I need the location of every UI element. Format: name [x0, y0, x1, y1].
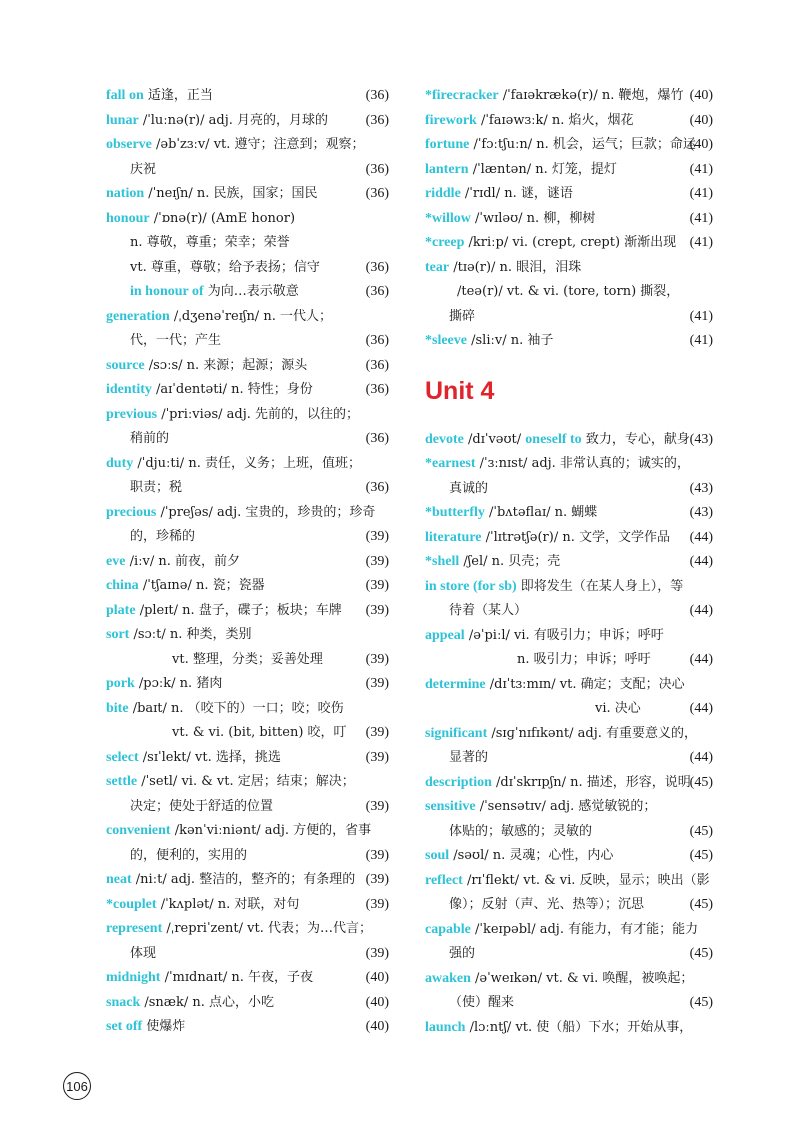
- glossary-line: [106, 109, 389, 134]
- headword: capable: [425, 921, 471, 937]
- definition: /ˈsensətɪv/ adj. 感觉敏锐的；: [475, 799, 657, 814]
- definition: 决定；使处于舒适的位置: [130, 798, 274, 814]
- headword: significant: [425, 725, 488, 741]
- definition: /ˈneɪʃn/ n. 民族，国家；国民: [144, 186, 318, 201]
- definition: /ˈkʌplət/ n. 对联，对句: [156, 896, 300, 912]
- page-reference: (44): [689, 529, 713, 545]
- headword: fortune: [425, 137, 470, 152]
- glossary-line: [425, 109, 713, 134]
- definition: /ˈtʃaɪnə/ n. 瓷；瓷器: [138, 578, 265, 593]
- glossary-line: [106, 550, 389, 575]
- headword: in honour of: [130, 284, 204, 299]
- glossary-line: [425, 599, 713, 624]
- definition: vt. 整理，分类；妥善处理: [172, 651, 323, 667]
- glossary-line: [425, 452, 713, 477]
- glossary-line: [106, 476, 389, 501]
- glossary-line: [106, 942, 389, 967]
- glossary-line: [106, 623, 389, 648]
- definition: 撕碎: [449, 308, 476, 324]
- page-reference: (39): [365, 896, 389, 912]
- headword: reflect: [425, 872, 463, 888]
- glossary-line: [106, 133, 389, 158]
- headword: tear: [425, 259, 450, 275]
- glossary-line: [106, 354, 389, 379]
- definition: /ˈlɪtrətʃə(r)/ n. 文学，文学作品: [481, 529, 670, 545]
- headword: firecracker: [432, 88, 499, 103]
- definition: 庆祝: [130, 161, 157, 177]
- page-reference: (45): [689, 823, 713, 839]
- page-reference: (39): [365, 553, 389, 569]
- glossary-line: [425, 722, 713, 747]
- glossary-line: [425, 428, 713, 453]
- headword: oneself to: [525, 431, 582, 447]
- definition: n. 吸引力；申诉；呼吁: [517, 652, 651, 667]
- headword: literature: [425, 529, 482, 545]
- page-reference: (45): [689, 995, 713, 1010]
- glossary-line: [106, 84, 389, 109]
- headword: sleeve: [432, 333, 467, 348]
- definition: /ˈmɪdnaɪt/ n. 午夜，子夜: [160, 970, 314, 985]
- glossary-line: [106, 280, 389, 305]
- entry-star: *: [425, 456, 432, 471]
- glossary-line: [425, 942, 713, 967]
- page-reference: (36): [365, 357, 389, 373]
- glossary-line: [425, 869, 713, 894]
- headword: lunar: [106, 112, 139, 128]
- page-reference: (36): [365, 382, 389, 397]
- page-reference: (40): [689, 88, 713, 103]
- definition: /kənˈviːniənt/ adj. 方便的，省事: [170, 823, 372, 838]
- glossary-line: [425, 231, 713, 256]
- definition: 稍前的: [130, 431, 170, 446]
- glossary-line: [106, 770, 389, 795]
- glossary-line: [106, 648, 389, 673]
- glossary-line: [106, 1015, 389, 1040]
- page-reference: (36): [365, 480, 389, 495]
- definition: /sɔːs/ n. 来源；起源；源头: [144, 357, 308, 373]
- headword: honour: [106, 210, 150, 226]
- definition: 为向…表示敬意: [203, 284, 299, 299]
- headword: soul: [425, 848, 450, 863]
- headword: in store (for sb): [425, 578, 517, 594]
- glossary-line: [106, 403, 389, 428]
- page-number-badge: 106: [63, 1072, 91, 1100]
- glossary-line: [425, 256, 713, 281]
- definition: /ˈfaɪəwɜːk/ n. 焰火，烟花: [476, 112, 634, 128]
- headword: couplet: [113, 896, 157, 912]
- page-reference: (43): [689, 431, 713, 447]
- glossary-line: [106, 207, 389, 232]
- glossary-line: [425, 820, 713, 845]
- page-reference: (41): [689, 308, 713, 324]
- glossary-line: [106, 991, 389, 1016]
- page-reference: (39): [365, 872, 389, 887]
- headword: sort: [106, 627, 130, 642]
- glossary-line: [425, 918, 713, 943]
- definition: /ˈluːnə(r)/ adj. 月亮的，月球的: [138, 112, 328, 128]
- glossary-right-column: [425, 84, 713, 1040]
- page-reference: (41): [689, 186, 713, 201]
- headword: eve: [106, 553, 126, 569]
- definition: 使爆炸: [142, 1019, 186, 1034]
- entry-star: *: [425, 235, 432, 250]
- definition: 的，珍稀的: [130, 529, 196, 544]
- glossary-line: [425, 280, 713, 305]
- definition: /əˈpiːl/ vi. 有吸引力；申诉；呼吁: [464, 627, 664, 643]
- glossary-line: [425, 501, 713, 526]
- page-reference: (45): [689, 946, 713, 961]
- definition: /aɪˈdentəti/ n. 特性；身份: [151, 382, 313, 397]
- page-reference: (40): [365, 970, 389, 985]
- headword: neat: [106, 872, 132, 887]
- definition: /snæk/ n. 点心，小吃: [140, 994, 275, 1010]
- page-reference: (45): [689, 774, 713, 790]
- page-reference: (39): [365, 749, 389, 765]
- headword: description: [425, 774, 492, 790]
- page-reference: (44): [689, 554, 713, 569]
- definition: /niːt/ adj. 整洁的，整齐的；有条理的: [131, 872, 356, 887]
- page-reference: (39): [365, 798, 389, 814]
- page-reference: (43): [689, 505, 713, 520]
- page-reference: (44): [689, 750, 713, 765]
- glossary-right-top: [425, 84, 713, 354]
- glossary-line: [106, 721, 389, 746]
- page-reference: (36): [365, 284, 389, 299]
- headword: convenient: [106, 823, 171, 838]
- headword: china: [106, 578, 139, 593]
- definition: 代，一代；产生: [130, 333, 222, 348]
- page-reference: (41): [689, 235, 713, 250]
- page-reference: (39): [365, 651, 389, 667]
- glossary-line: [106, 697, 389, 722]
- definition: 致力，专心，献身: [581, 431, 690, 447]
- page-reference: (45): [689, 897, 713, 912]
- glossary-line: [106, 158, 389, 183]
- definition: 职责；税: [130, 480, 183, 495]
- definition: vi. 决心: [595, 701, 641, 716]
- headword: previous: [106, 406, 158, 422]
- glossary-line: [425, 795, 713, 820]
- headword: lantern: [425, 161, 469, 177]
- definition: /pleɪt/ n. 盘子，碟子；板块；车牌: [135, 602, 342, 618]
- glossary-line: [425, 526, 713, 551]
- definition: /sɔːt/ n. 种类，类别: [129, 627, 252, 642]
- definition: /ˈfaɪəkrækə(r)/ n. 鞭炮，爆竹: [498, 88, 684, 103]
- definition: /tɪə(r)/ n. 眼泪，泪珠: [449, 259, 582, 275]
- headword: bite: [106, 700, 129, 716]
- headword: settle: [106, 774, 138, 789]
- entry-star: *: [425, 210, 432, 226]
- page-reference: (40): [689, 112, 713, 128]
- glossary-line: [106, 917, 389, 942]
- definition: /dɪˈtɜːmɪn/ vt. 确定；支配；决心: [485, 676, 685, 692]
- glossary-line: [106, 574, 389, 599]
- page-reference: (36): [365, 259, 389, 275]
- definition: 强的: [449, 946, 476, 961]
- headword: determine: [425, 676, 486, 692]
- glossary-line: [106, 868, 389, 893]
- headword: observe: [106, 137, 152, 152]
- definition: /əˈweɪkən/ vt. & vi. 唤醒，被唤起；: [470, 970, 694, 986]
- glossary-line: [425, 648, 713, 673]
- definition: /ˈkeɪpəbl/ adj. 有能力，有才能；能力: [470, 921, 699, 937]
- glossary-line: [425, 1016, 713, 1041]
- glossary-line: [425, 182, 713, 207]
- definition: 显著的: [449, 750, 489, 765]
- definition: 体现: [130, 945, 157, 961]
- definition: /sɪɡˈnɪfɪkənt/ adj. 有重要意义的，: [487, 725, 698, 741]
- glossary-line: [425, 991, 713, 1016]
- unit-heading: Unit 4: [425, 376, 495, 405]
- glossary-line: [106, 231, 389, 256]
- headword: awaken: [425, 970, 471, 986]
- page-reference: (44): [689, 652, 713, 667]
- headword: firework: [425, 112, 477, 128]
- headword: devote: [425, 431, 464, 447]
- glossary-right-bottom: [425, 428, 713, 1041]
- entry-star: *: [106, 896, 113, 912]
- headword: snack: [106, 994, 141, 1010]
- page-reference: (41): [689, 161, 713, 177]
- headword: identity: [106, 382, 152, 397]
- definition: 待着（某人）: [449, 603, 528, 618]
- glossary-line: [425, 893, 713, 918]
- definition: /ˈdjuːti/ n. 责任，义务；上班，值班；: [133, 455, 361, 471]
- page-reference: (36): [365, 112, 389, 128]
- headword: duty: [106, 455, 134, 471]
- definition: /dɪˈskrɪpʃn/ n. 描述，形容，说明: [491, 774, 691, 790]
- page-reference: (39): [365, 725, 389, 740]
- glossary-line: [425, 305, 713, 330]
- headword: appeal: [425, 627, 465, 643]
- definition: n. 尊敬，尊重；荣幸；荣誉: [130, 235, 290, 250]
- definition: /əbˈzɜːv/ vt. 遵守；注意到；观察；: [151, 137, 365, 152]
- definition: /ˈsetl/ vi. & vt. 定居；结束；解决；: [137, 774, 355, 789]
- definition: /rɪˈflekt/ vt. & vi. 反映，显示；映出（影: [462, 872, 710, 888]
- definition: /baɪt/ n. （咬下的）一口；咬；咬伤: [128, 700, 344, 716]
- definition: /ˈfɔːtʃuːn/ n. 机会，运气；巨款；命运: [469, 137, 696, 152]
- definition: /ˈlæntən/ n. 灯笼，提灯: [468, 161, 617, 177]
- definition: /sliːv/ n. 袖子: [466, 333, 554, 348]
- glossary-line: [106, 182, 389, 207]
- headword: represent: [106, 921, 163, 936]
- glossary-line: [106, 966, 389, 991]
- definition: /iːv/ n. 前夜，前夕: [125, 553, 240, 569]
- glossary-line: [425, 771, 713, 796]
- headword: set off: [106, 1019, 143, 1034]
- page-reference: (43): [689, 480, 713, 496]
- glossary-line: [106, 795, 389, 820]
- glossary-line: [106, 427, 389, 452]
- headword: butterfly: [432, 505, 485, 520]
- glossary-line: [106, 329, 389, 354]
- glossary-line: [106, 844, 389, 869]
- glossary-line: [425, 746, 713, 771]
- glossary-line: [425, 844, 713, 869]
- definition: /ˈpreʃəs/ adj. 宝贵的，珍贵的；珍奇: [156, 504, 376, 520]
- page-reference: (39): [365, 578, 389, 593]
- headword: generation: [106, 308, 170, 324]
- definition: /dɪˈvəʊt/: [463, 431, 526, 447]
- glossary-line: [425, 550, 713, 575]
- page-reference: (40): [689, 137, 713, 152]
- glossary-line: [425, 158, 713, 183]
- definition: /ˈbʌtəflaɪ/ n. 蝴蝶: [484, 505, 598, 520]
- definition: /ˈɜːnɪst/ adj. 非常认真的；诚实的，: [475, 456, 690, 471]
- headword: plate: [106, 602, 136, 618]
- glossary-line: [106, 256, 389, 281]
- page-reference: (40): [365, 1019, 389, 1034]
- headword: riddle: [425, 186, 461, 201]
- definition: /teə(r)/ vt. & vi. (tore, torn) 撕裂，: [457, 284, 680, 299]
- definition: /ʃel/ n. 贝壳；壳: [459, 554, 561, 569]
- entry-star: *: [425, 88, 432, 103]
- headword: sensitive: [425, 799, 476, 814]
- definition: （使）醒来: [449, 995, 515, 1010]
- headword: midnight: [106, 970, 161, 985]
- headword: earnest: [432, 456, 476, 471]
- glossary-line: [106, 501, 389, 526]
- glossary-line: [425, 697, 713, 722]
- page-reference: (41): [689, 210, 713, 226]
- glossary-line: [106, 819, 389, 844]
- page-reference: (45): [689, 848, 713, 863]
- definition: /ˈwɪləʊ/ n. 柳，柳树: [470, 210, 596, 226]
- glossary-line: [425, 84, 713, 109]
- definition: /ˈpriːviəs/ adj. 先前的，以往的；: [157, 406, 360, 422]
- glossary-line: [106, 525, 389, 550]
- definition: vt. 尊重，尊敬；给予表扬；信守: [130, 259, 320, 275]
- glossary-left-column: [106, 84, 389, 1040]
- page-reference: (39): [365, 847, 389, 863]
- definition: /ˈɒnə(r)/ (AmE honor): [149, 210, 296, 226]
- definition: /sɪˈlekt/ vt. 选择，挑选: [138, 749, 281, 765]
- definition: 真诚的: [449, 480, 489, 496]
- headword: launch: [425, 1019, 466, 1035]
- definition: /pɔːk/ n. 猪肉: [134, 676, 223, 691]
- page-reference: (36): [365, 333, 389, 348]
- definition: /lɔːntʃ/ vt. 使（船）下水；开始从事，: [465, 1019, 693, 1035]
- page-reference: (39): [365, 676, 389, 691]
- entry-star: *: [425, 505, 432, 520]
- headword: willow: [432, 210, 471, 226]
- page-reference: (36): [365, 88, 389, 103]
- page-reference: (39): [365, 602, 389, 618]
- page-reference: (44): [689, 701, 713, 716]
- headword: creep: [432, 235, 465, 250]
- glossary-line: [106, 893, 389, 918]
- page-reference: (36): [365, 431, 389, 446]
- page-reference: (39): [365, 945, 389, 961]
- glossary-line: [106, 599, 389, 624]
- glossary-line: [106, 378, 389, 403]
- glossary-line: [425, 133, 713, 158]
- page-reference: (44): [689, 603, 713, 618]
- definition: /ˌdʒenəˈreɪʃn/ n. 一代人；: [169, 308, 332, 324]
- headword: precious: [106, 504, 157, 520]
- headword: fall on: [106, 88, 144, 103]
- page-reference: (40): [365, 994, 389, 1010]
- definition: 的，便利的，实用的: [130, 847, 248, 863]
- headword: nation: [106, 186, 145, 201]
- glossary-line: [425, 477, 713, 502]
- glossary-line: [425, 575, 713, 600]
- page-reference: (36): [365, 161, 389, 177]
- definition: vt. & vi. (bit, bitten) 咬，叮: [172, 725, 347, 740]
- definition: /səʊl/ n. 灵魂；心性，内心: [449, 848, 614, 863]
- page-reference: (41): [689, 333, 713, 348]
- glossary-line: [425, 207, 713, 232]
- glossary-line: [425, 329, 713, 354]
- definition: 像）；反射（声、光、热等）；沉思: [449, 897, 645, 912]
- glossary-line: [106, 672, 389, 697]
- entry-star: *: [425, 333, 432, 348]
- definition: /ˈrɪdl/ n. 谜，谜语: [460, 186, 573, 201]
- definition: 适逢，正当: [143, 88, 213, 103]
- definition: 体贴的；敏感的；灵敏的: [449, 823, 593, 839]
- page-reference: (39): [365, 529, 389, 544]
- glossary-line: [106, 746, 389, 771]
- definition: 即将发生（在某人身上），等: [516, 578, 684, 594]
- headword: pork: [106, 676, 135, 691]
- glossary-line: [106, 452, 389, 477]
- glossary-line: [106, 305, 389, 330]
- headword: select: [106, 749, 139, 765]
- glossary-line: [425, 673, 713, 698]
- headword: shell: [432, 554, 460, 569]
- definition: /ˌrepriˈzent/ vt. 代表；为…代言；: [162, 921, 372, 936]
- entry-star: *: [425, 554, 432, 569]
- glossary-line: [425, 624, 713, 649]
- glossary-line: [425, 967, 713, 992]
- definition: /kriːp/ vi. (crept, crept) 渐渐出现: [464, 235, 677, 250]
- page-reference: (36): [365, 186, 389, 201]
- headword: source: [106, 357, 145, 373]
